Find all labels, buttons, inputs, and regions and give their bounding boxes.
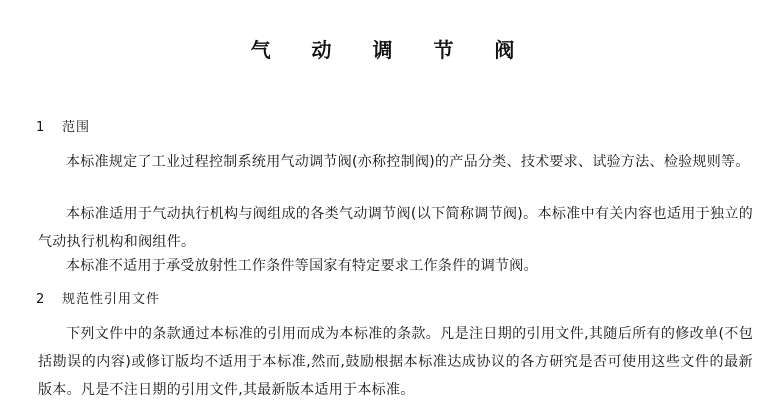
section-number: 1 xyxy=(36,120,45,135)
paragraph-scope-1: 本标准规定了工业过程控制系统用气动调节阀(亦称控制阀)的产品分类、技术要求、试验方法、检验规则等。 xyxy=(66,154,750,170)
section-number: 2 xyxy=(36,292,45,307)
document-title: 气 动 调 节 阀 xyxy=(250,38,532,62)
section-title: 范围 xyxy=(62,120,91,135)
section-heading-scope xyxy=(36,119,90,137)
paragraph-references-1: 下列文件中的条款通过本标准的引用而成为本标准的条款。凡是注日期的引用文件,其随后所有的修改单(不包括勘误的内容)或修订版均不适用于本标准,然而,鼓励根据本标准达成协议的各方研究是否可使用这些文件的最新版本。凡是不注日期的引用文件,其最新版本适用于本标准。 xyxy=(38,326,753,398)
paragraph-scope-3: 本标准不适用于承受放射性工作条件等国家有特定要求工作条件的调节阀。 xyxy=(66,258,538,274)
section-heading-references xyxy=(36,291,160,309)
paragraph-scope-2: 本标准适用于气动执行机构与阀组成的各类气动调节阀(以下简称调节阀)。本标准中有关内容也适用于独立的气动执行机构和阀组件。 xyxy=(38,206,753,250)
section-title: 规范性引用文件 xyxy=(62,292,161,307)
